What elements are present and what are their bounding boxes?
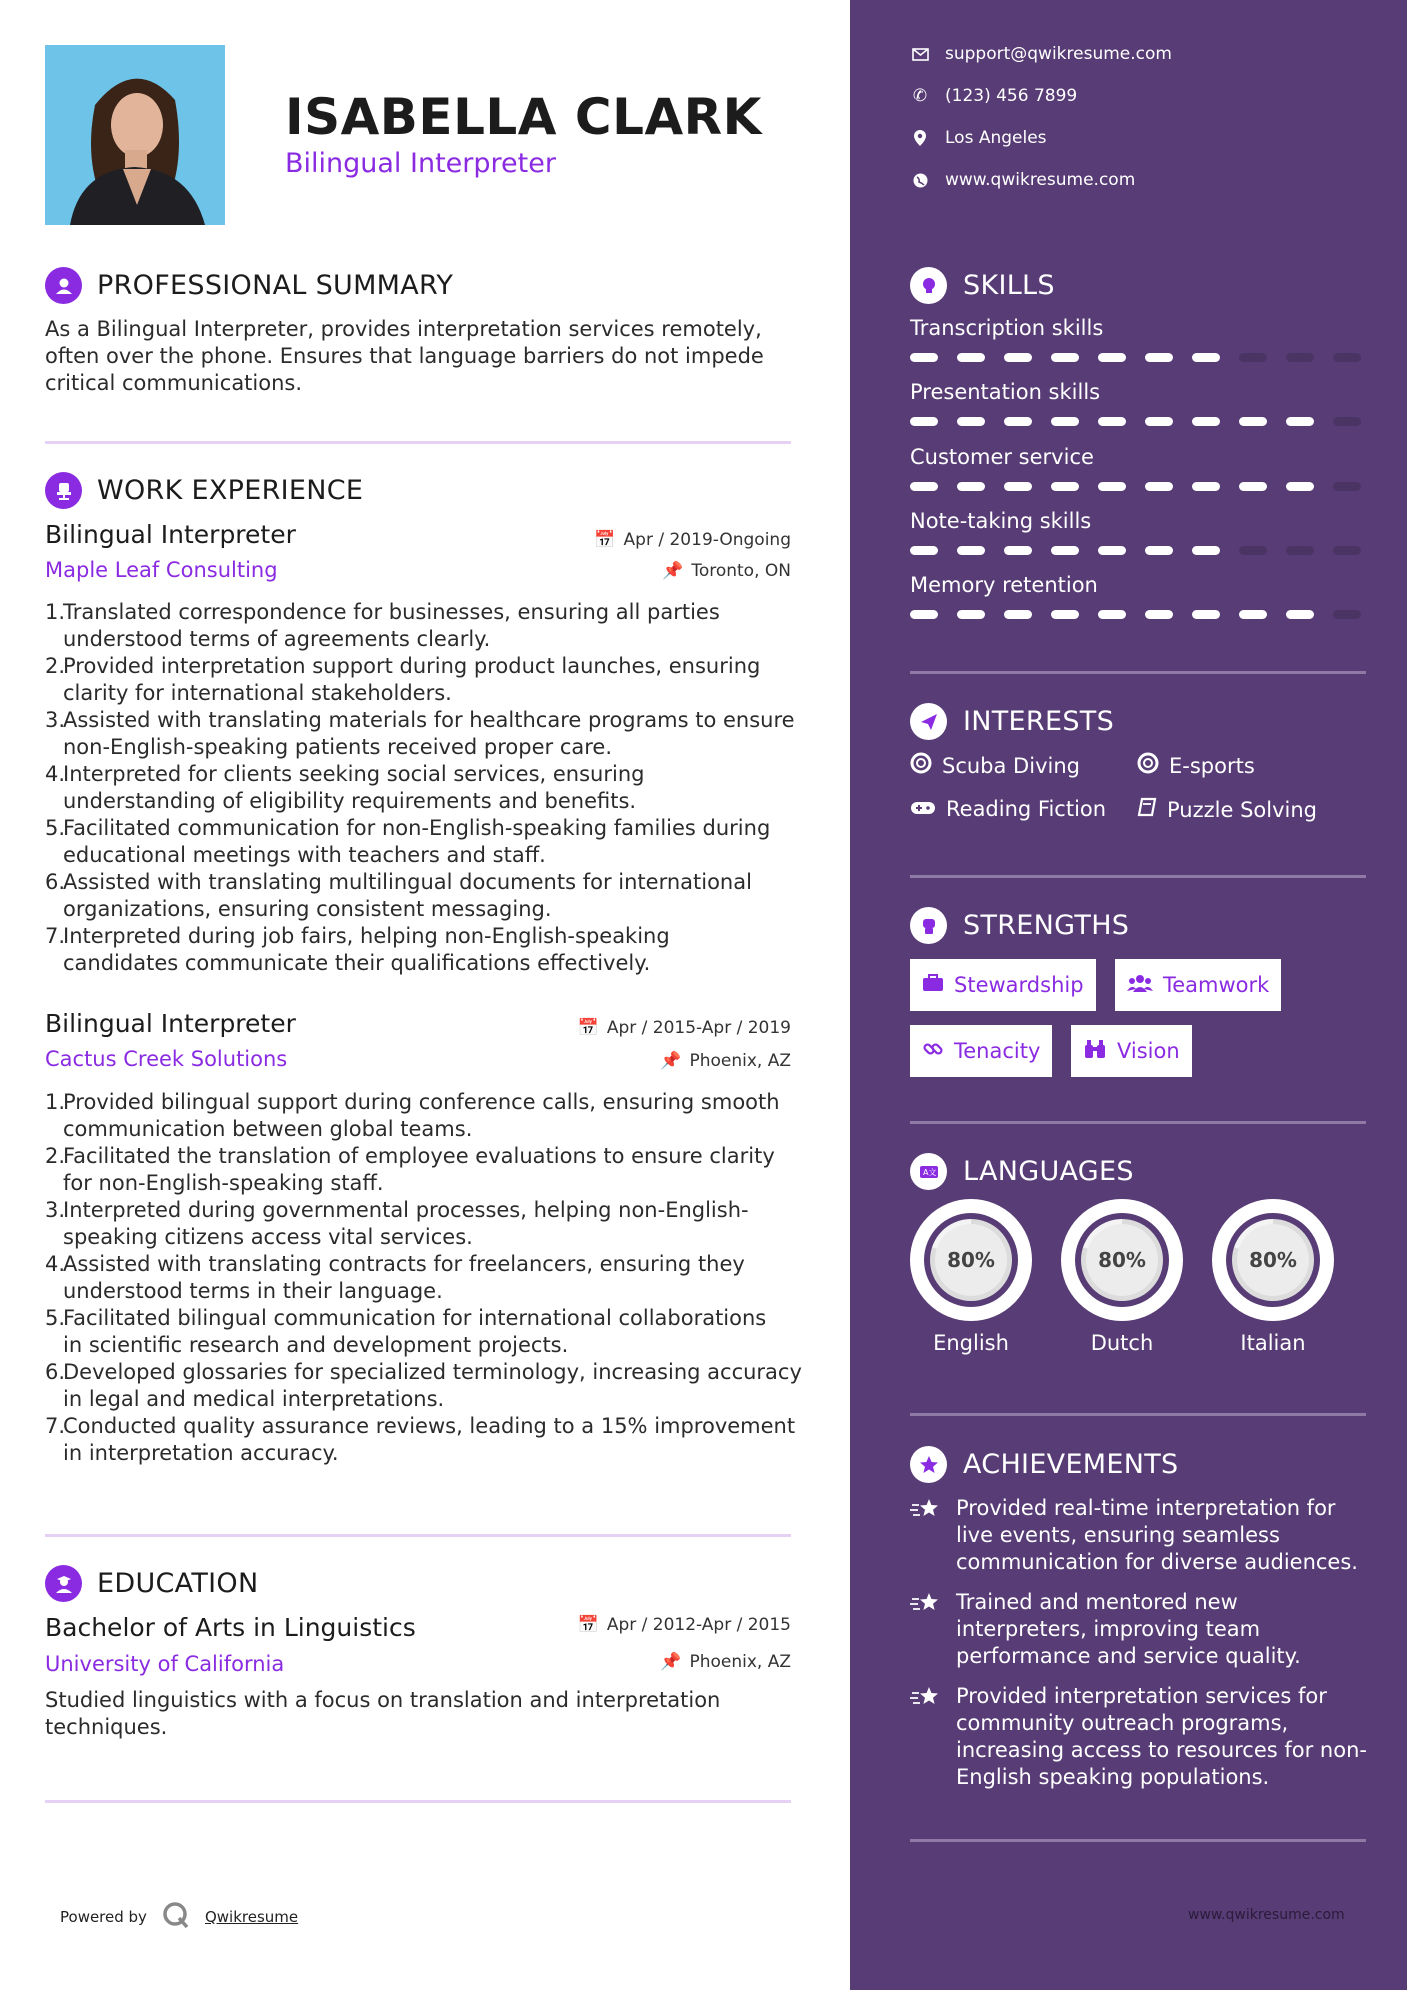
skill-segment — [1051, 417, 1079, 426]
interest-item — [910, 752, 1080, 779]
calendar-icon: 📅 — [594, 530, 616, 550]
skill-segment — [1333, 353, 1361, 362]
strength-label: Stewardship — [954, 973, 1084, 997]
list-item: 7. Conducted quality assurance reviews, leading to a 15% improvement in interpretation accuracy. — [45, 1414, 796, 1465]
list-item: 1. Provided bilingual support during conference calls, ensuring smooth communication between global teams. — [45, 1090, 780, 1141]
education-location-text: Phoenix, AZ — [689, 1652, 791, 1672]
list-item: 2. Facilitated the translation of employee evaluations to ensure clarity for non-English-speaking staff. — [45, 1144, 775, 1195]
skill-segment — [1239, 610, 1267, 619]
skill-name: Presentation skills — [910, 380, 1101, 404]
skill-segment — [1286, 417, 1314, 426]
list-item: 6. Assisted with translating multilingual documents for international organizations, ensuring consistent messaging. — [45, 870, 752, 921]
language-percent: 80% — [935, 1224, 1007, 1296]
skill-segment — [1004, 546, 1032, 555]
list-item: 2. Provided interpretation support during product launches, ensuring clarity for international stakeholders. — [45, 654, 761, 705]
skill-segment — [1098, 353, 1126, 362]
summary-title: PROFESSIONAL SUMMARY — [97, 270, 454, 301]
language-percent: 80% — [1086, 1224, 1158, 1296]
skill-segment — [910, 610, 938, 619]
summary-text: As a Bilingual Interpreter, provides interpretation services remotely, often over the phone. Ensures that language barriers do not impede critical communications. — [45, 317, 764, 395]
location-text: Los Angeles — [945, 128, 1047, 148]
skill-segment — [1286, 610, 1314, 619]
job-dates-text: Apr / 2015-Apr / 2019 — [606, 1018, 791, 1038]
list-item: 3. Interpreted during governmental processes, helping non-English- speaking citizens access vital services. — [45, 1198, 749, 1249]
skill-segment — [1051, 482, 1079, 491]
job-location — [45, 1051, 791, 1071]
achievement-item — [910, 1589, 1370, 1670]
contact-email[interactable] — [910, 44, 1172, 64]
link-icon — [922, 1038, 944, 1065]
svg-text:A文: A文 — [922, 1167, 936, 1177]
chair-icon — [45, 472, 82, 509]
achievement-item — [910, 1495, 1370, 1576]
interest-label: Puzzle Solving — [1167, 797, 1317, 822]
language-item — [1212, 1199, 1334, 1355]
strength-chip — [910, 1025, 1052, 1077]
experience-heading — [45, 472, 363, 509]
education-dates-text: Apr / 2012-Apr / 2015 — [606, 1615, 791, 1635]
qwikresume-logo-icon — [161, 1900, 191, 1934]
skill-segment — [1286, 482, 1314, 491]
list-item: 4. Assisted with translating contracts for freelancers, ensuring they understood terms in their language. — [45, 1252, 745, 1303]
star-badge-icon — [910, 1446, 947, 1483]
map-pin-icon — [910, 130, 930, 146]
strength-chip — [1115, 959, 1281, 1011]
divider — [910, 875, 1366, 878]
divider — [910, 671, 1366, 674]
strength-chip — [910, 959, 1096, 1011]
candidate-name: ISABELLA CLARK — [285, 88, 762, 146]
job-company: Maple Leaf Consulting — [45, 558, 278, 582]
gamepad-icon — [910, 797, 936, 821]
skill-segment — [1192, 546, 1220, 555]
book-icon — [1137, 797, 1157, 822]
divider — [910, 1839, 1366, 1842]
summary-heading — [45, 267, 453, 304]
language-item — [1061, 1199, 1183, 1355]
job-location-text: Phoenix, AZ — [689, 1051, 791, 1071]
divider — [910, 1413, 1366, 1416]
skill-segment — [1145, 482, 1173, 491]
skill-bar — [910, 353, 1361, 362]
skill-segment — [1333, 546, 1361, 555]
education-heading — [45, 1565, 258, 1602]
achievement-item — [910, 1683, 1370, 1791]
skill-segment — [1145, 610, 1173, 619]
interest-item — [1137, 752, 1255, 779]
phone-icon: ✆ — [912, 86, 928, 106]
shooting-star-icon — [910, 1683, 944, 1791]
profile-photo — [45, 45, 225, 225]
skill-segment — [1051, 610, 1079, 619]
contact-phone[interactable] — [910, 86, 1077, 106]
sidebar — [850, 0, 1407, 1990]
list-item: 7. Interpreted during job fairs, helping non-English-speaking candidates communicate their qualifications effectively. — [45, 924, 670, 975]
skill-segment — [957, 546, 985, 555]
skill-segment — [1098, 482, 1126, 491]
interest-label: Scuba Diving — [942, 753, 1080, 778]
strengths-heading — [910, 907, 1129, 944]
job-location — [45, 561, 791, 581]
skill-name: Note-taking skills — [910, 509, 1092, 533]
education-dates — [45, 1615, 791, 1635]
job-location-text: Toronto, ON — [691, 561, 791, 581]
contact-website[interactable] — [910, 170, 1135, 190]
skill-segment — [910, 546, 938, 555]
skill-segment — [1239, 353, 1267, 362]
interest-item — [910, 797, 1106, 821]
person-photo-icon — [45, 45, 225, 225]
strength-label: Vision — [1117, 1039, 1180, 1063]
languages-heading — [910, 1153, 1134, 1190]
skill-segment — [1239, 546, 1267, 555]
strengths-title: STRENGTHS — [963, 910, 1130, 941]
list-item: 3. Assisted with translating materials for healthcare programs to ensure non-English-speaking patients received proper care. — [45, 708, 795, 759]
calendar-icon: 📅 — [577, 1018, 599, 1038]
contact-location — [910, 128, 1047, 148]
pin-icon: 📌 — [660, 1051, 682, 1071]
skill-segment — [957, 482, 985, 491]
list-item: 4. Interpreted for clients seeking social services, ensuring understanding of eligibility requirements and benefits. — [45, 762, 645, 813]
skill-name: Memory retention — [910, 573, 1098, 597]
achievement-text: Trained and mentored new interpreters, improving team performance and service quality. — [956, 1590, 1301, 1668]
education-text-line: Studied linguistics with a focus on translation and interpretation — [45, 1688, 721, 1712]
language-percent: 80% — [1237, 1224, 1309, 1296]
shooting-star-icon — [910, 1495, 944, 1576]
skill-segment — [957, 417, 985, 426]
skill-segment — [1333, 482, 1361, 491]
lifebuoy-icon — [910, 752, 932, 779]
interest-label: E-sports — [1169, 753, 1255, 778]
education-text — [45, 1687, 805, 1741]
skill-bar — [910, 610, 1361, 619]
education-text-line: techniques. — [45, 1715, 168, 1739]
language-item — [910, 1199, 1032, 1355]
skills-heading — [910, 267, 1055, 304]
skill-segment — [957, 610, 985, 619]
skill-segment — [1098, 417, 1126, 426]
interests-heading — [910, 703, 1114, 740]
skill-segment — [1051, 546, 1079, 555]
achievement-text: Provided real-time interpretation for live events, ensuring seamless communication for diverse audiences. — [956, 1496, 1358, 1574]
skill-segment — [910, 353, 938, 362]
users-icon — [1127, 973, 1153, 997]
skill-segment — [1333, 610, 1361, 619]
job-company: Cactus Creek Solutions — [45, 1047, 288, 1071]
shooting-star-icon — [910, 1589, 944, 1670]
achievements-heading — [910, 1446, 1179, 1483]
languages-title: LANGUAGES — [963, 1156, 1134, 1187]
globe-icon — [910, 173, 930, 188]
language-ring — [1212, 1199, 1334, 1321]
skill-segment — [1192, 610, 1220, 619]
skill-segment — [1239, 482, 1267, 491]
divider — [45, 1800, 791, 1803]
skill-name: Transcription skills — [910, 316, 1104, 340]
footer-website[interactable]: www.qwikresume.com — [1188, 1907, 1345, 1923]
degree-title: Bachelor of Arts in Linguistics — [45, 1613, 416, 1642]
qwikresume-link[interactable]: Qwikresume — [204, 1908, 299, 1926]
experience-title: WORK EXPERIENCE — [97, 475, 364, 506]
skill-segment — [1192, 353, 1220, 362]
job-bullets — [45, 599, 805, 977]
calendar-icon: 📅 — [577, 1615, 599, 1635]
powered-by-text: Powered by — [60, 1908, 147, 1926]
job-dates-text: Apr / 2019-Ongoing — [623, 530, 791, 550]
skill-segment — [957, 353, 985, 362]
achievements-title: ACHIEVEMENTS — [963, 1449, 1179, 1480]
lightbulb-icon — [910, 267, 947, 304]
divider — [910, 1121, 1366, 1124]
skill-segment — [1098, 546, 1126, 555]
job-title: Bilingual Interpreter — [45, 520, 296, 549]
interest-label: Reading Fiction — [946, 797, 1107, 821]
skill-segment — [1004, 417, 1032, 426]
list-item: 5. Facilitated bilingual communication for international collaborations in scientific research and development projects. — [45, 1306, 767, 1357]
graduation-cap-icon — [45, 1565, 82, 1602]
achievement-text: Provided interpretation services for community outreach programs, increasing access to resources for non- English speaking populations. — [956, 1684, 1367, 1789]
skill-segment — [1192, 482, 1220, 491]
user-icon — [45, 267, 82, 304]
pin-icon: 📌 — [660, 1652, 682, 1672]
education-location — [45, 1652, 791, 1672]
school-name: University of California — [45, 1652, 285, 1676]
skills-title: SKILLS — [963, 270, 1055, 301]
website-text: www.qwikresume.com — [945, 170, 1136, 190]
skill-segment — [1286, 546, 1314, 555]
powered-by — [60, 1900, 298, 1934]
strength-label: Teamwork — [1163, 973, 1270, 997]
skill-segment — [1333, 417, 1361, 426]
translate-icon — [910, 1153, 947, 1190]
language-name: English — [933, 1331, 1009, 1355]
language-ring — [910, 1199, 1032, 1321]
skill-segment — [1145, 546, 1173, 555]
lifebuoy-icon — [1137, 752, 1159, 779]
language-name: Italian — [1240, 1331, 1306, 1355]
strength-label: Tenacity — [954, 1039, 1041, 1063]
list-item: 5. Facilitated communication for non-English-speaking families during educational meetings with teachers and staff. — [45, 816, 771, 867]
skill-bar — [910, 417, 1361, 426]
interests-title: INTERESTS — [963, 706, 1115, 737]
skill-segment — [1145, 417, 1173, 426]
fist-icon — [910, 907, 947, 944]
skill-segment — [910, 417, 938, 426]
email-text: support@qwikresume.com — [945, 44, 1172, 64]
job-dates — [45, 1018, 791, 1038]
skill-segment — [1286, 353, 1314, 362]
language-name: Dutch — [1090, 1331, 1154, 1355]
binoculars-icon — [1083, 1039, 1107, 1064]
job-bullets — [45, 1089, 805, 1467]
skill-segment — [1004, 610, 1032, 619]
skill-segment — [1004, 482, 1032, 491]
pin-icon: 📌 — [662, 561, 684, 581]
skill-segment — [1239, 417, 1267, 426]
skill-segment — [1192, 417, 1220, 426]
candidate-title: Bilingual Interpreter — [285, 148, 556, 179]
education-title: EDUCATION — [97, 1568, 259, 1599]
job-dates — [45, 530, 791, 550]
job-title: Bilingual Interpreter — [45, 1009, 296, 1038]
list-item: 1. Translated correspondence for businesses, ensuring all parties understood terms of agreements clearly. — [45, 600, 720, 651]
skill-segment — [1051, 353, 1079, 362]
interest-item — [1137, 797, 1317, 822]
strength-chip — [1071, 1025, 1192, 1077]
envelope-icon — [910, 48, 930, 61]
language-ring — [1061, 1199, 1183, 1321]
skill-segment — [1098, 610, 1126, 619]
skill-segment — [1004, 353, 1032, 362]
skill-name: Customer service — [910, 445, 1094, 469]
skill-segment — [910, 482, 938, 491]
briefcase-icon — [922, 973, 944, 997]
divider — [45, 441, 791, 444]
skill-bar — [910, 482, 1361, 491]
list-item: 6. Developed glossaries for specialized terminology, increasing accuracy in legal and medical interpretations. — [45, 1360, 802, 1411]
skill-segment — [1145, 353, 1173, 362]
phone-text: (123) 456 7899 — [945, 86, 1078, 106]
divider — [45, 1534, 791, 1537]
paper-plane-icon — [910, 703, 947, 740]
skill-bar — [910, 546, 1361, 555]
